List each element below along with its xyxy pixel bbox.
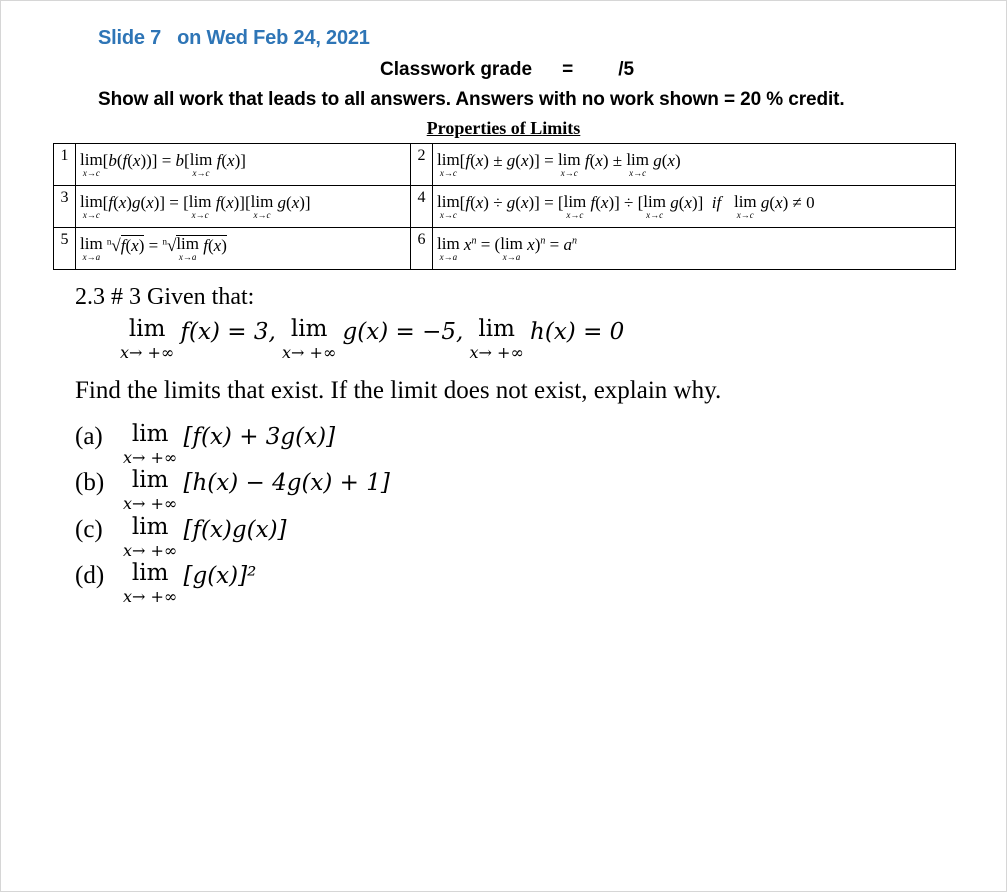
table-row (54, 186, 956, 228)
part-b (75, 469, 390, 512)
part-label: (d) (75, 562, 105, 589)
grade-equals: = (562, 59, 574, 80)
part-a (75, 423, 335, 466)
property-3-formula: lim x→c [f(x)g(x)] = [ lim x→c f(x)][ lim x→c g(x)] (80, 192, 311, 220)
property-2-formula: lim x→c [f(x) ± g(x)] = lim x→c f(x) ± lim x→c g(x) (437, 150, 681, 178)
property-number: 1 (54, 144, 76, 186)
limit-operator: lim x→ +∞ (282, 316, 337, 362)
property-6-formula: lim x→a $x^n$ = ( lim x→a $x)^n = a^n$ (437, 234, 577, 262)
property-number: 6 (411, 228, 433, 270)
limit-operator: lim x→ +∞ (123, 421, 178, 467)
grade-total: /5 (618, 59, 635, 80)
part-expression: [g(x)]² (183, 563, 257, 589)
property-1-formula: lim x→c [b(f(x))] = b[ lim x→c f(x)] (80, 150, 246, 178)
property-formula (76, 186, 411, 228)
properties-title (0, 118, 1007, 139)
property-formula (433, 228, 956, 270)
limit-operator: lim x→ +∞ (123, 560, 178, 606)
part-label: (b) (75, 469, 105, 496)
table-row (54, 144, 956, 186)
limit-operator: lim x→ +∞ (120, 316, 175, 362)
property-number: 2 (411, 144, 433, 186)
part-label: (c) (75, 516, 103, 543)
table-row (54, 228, 956, 270)
part-expression: [h(x) − 4g(x) + 1] (183, 470, 390, 496)
find-instructions: Find the limits that exist. If the limit does not exist, explain why. (75, 377, 722, 404)
limit-operator: lim x→ +∞ (123, 514, 178, 560)
limit-operator: lim x→ +∞ (469, 316, 524, 362)
part-expression: [f(x)g(x)] (183, 517, 287, 543)
grade-line (380, 59, 634, 81)
given-f: f(x) = 3, (180, 319, 276, 345)
property-4-formula: lim x→c [f(x) ÷ g(x)] = [ lim x→c f(x)] ÷ [ lim x→c g(x)] if lim x→c g(x) ≠ 0 (437, 192, 815, 220)
slide-label: Slide 7 (98, 27, 162, 49)
given-h: h(x) = 0 (530, 319, 625, 345)
part-d (75, 562, 256, 605)
property-number: 4 (411, 186, 433, 228)
property-formula (76, 144, 411, 186)
grade-label: Classwork grade (380, 59, 533, 80)
part-expression: [f(x) + 3g(x)] (183, 424, 336, 450)
slide-date: on Wed Feb 24, 2021 (177, 27, 370, 49)
property-formula (433, 186, 956, 228)
property-formula (433, 144, 956, 186)
properties-title-text: Properties of Limits (426, 118, 581, 138)
limit-operator: lim x→ +∞ (123, 467, 178, 513)
given-limits (120, 318, 624, 361)
part-c (75, 516, 287, 559)
property-number: 5 (54, 228, 76, 270)
property-5-formula: lim x→a $^n$√f(x) = $^n$√ lim x→a f(x) (80, 234, 227, 262)
given-g: g(x) = −5, (342, 319, 464, 345)
instructions: Show all work that leads to all answers. Answers with no work shown = 20 % credit. (98, 89, 845, 110)
slide-title (98, 27, 370, 50)
property-formula (76, 228, 411, 270)
property-number: 3 (54, 186, 76, 228)
part-label: (a) (75, 423, 103, 450)
properties-table (53, 143, 956, 270)
problem-heading: 2.3 # 3 Given that: (75, 284, 255, 310)
